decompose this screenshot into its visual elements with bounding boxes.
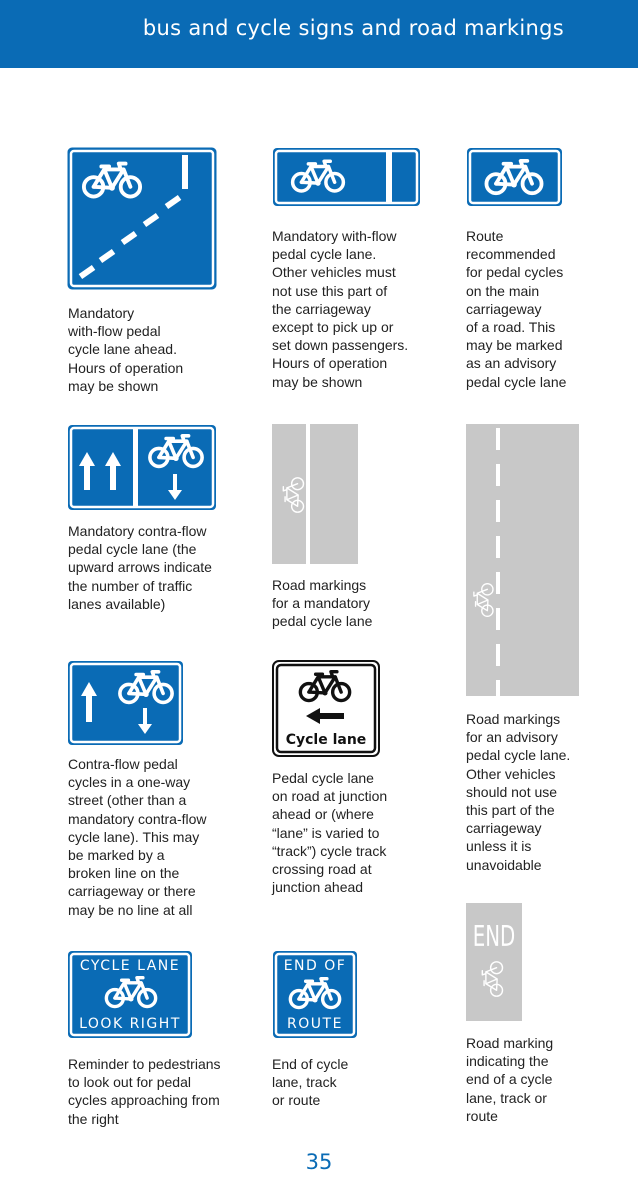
caption-cycle-lane-junction: Pedal cycle lane on road at junction ahead or (where “lane” is varied to “track”) cycle track crossing road at junction ahead <box>272 770 388 896</box>
sign-route-label: ROUTE <box>287 1016 343 1032</box>
sign-end-of-route <box>272 950 358 1039</box>
caption-with-flow-lane-ahead: Mandatory with-flow pedal cycle lane ahead. Hours of operation may be shown <box>68 305 184 394</box>
caption-with-flow-lane: Mandatory with-flow pedal cycle lane. Other vehicles must not use this part of the carriageway except to pick up or set down passengers. Hours of operation may be shown <box>272 228 409 390</box>
caption-contra-flow-cycles: Contra-flow pedal cycles in a one-way street (other than a mandatory contra-flow cycle lane). This may be marked by a broken line on the carriageway or there may be no line at all <box>68 756 207 918</box>
bicycle-icon <box>482 962 502 996</box>
road-marking-end-text: END <box>472 921 516 954</box>
sign-cycle-lane-label: CYCLE LANE <box>79 958 181 974</box>
sign-with-flow-lane-ahead <box>67 147 217 290</box>
caption-route-recommended: Route recommended for pedal cycles on the main carriageway of a road. This may be marked as an advisory pedal cycle lane <box>466 228 567 390</box>
page-number: 35 <box>305 1150 333 1174</box>
road-marking-mandatory-lane <box>272 424 358 564</box>
sign-route-recommended <box>466 147 563 207</box>
caption-contra-flow-mandatory: Mandatory contra-flow pedal cycle lane (the upward arrows indicate the number of traffic lanes available) <box>68 523 212 612</box>
page-header-title: bus and cycle signs and road markings <box>142 16 564 40</box>
caption-road-marking-end: Road marking indicating the end of a cycle lane, track or route <box>466 1035 554 1124</box>
road-marking-end <box>466 903 522 1021</box>
sign-with-flow-lane <box>272 147 421 207</box>
sign-contra-flow-mandatory <box>67 424 217 511</box>
sign-cycle-lane-junction <box>272 660 380 757</box>
sign-contra-flow-cycles <box>67 660 184 746</box>
caption-end-of-route: End of cycle lane, track or route <box>272 1056 349 1109</box>
sign-cycle-lane-look-right <box>67 950 193 1039</box>
road-marking-advisory-lane <box>466 424 579 696</box>
sign-cycle-lane-text: Cycle lane <box>285 732 367 748</box>
sign-look-right-label: LOOK RIGHT <box>79 1016 181 1032</box>
caption-look-right: Reminder to pedestrians to look out for pedal cycles approaching from the right <box>68 1056 221 1127</box>
sign-end-of-label: END OF <box>283 958 347 974</box>
caption-road-marking-advisory: Road markings for an advisory pedal cycle lane. Other vehicles should not use this part of the carriageway unless it is unavoidable <box>466 711 571 873</box>
page-header <box>0 0 638 68</box>
caption-road-marking-mandatory: Road markings for a mandatory pedal cycle lane <box>272 577 373 630</box>
